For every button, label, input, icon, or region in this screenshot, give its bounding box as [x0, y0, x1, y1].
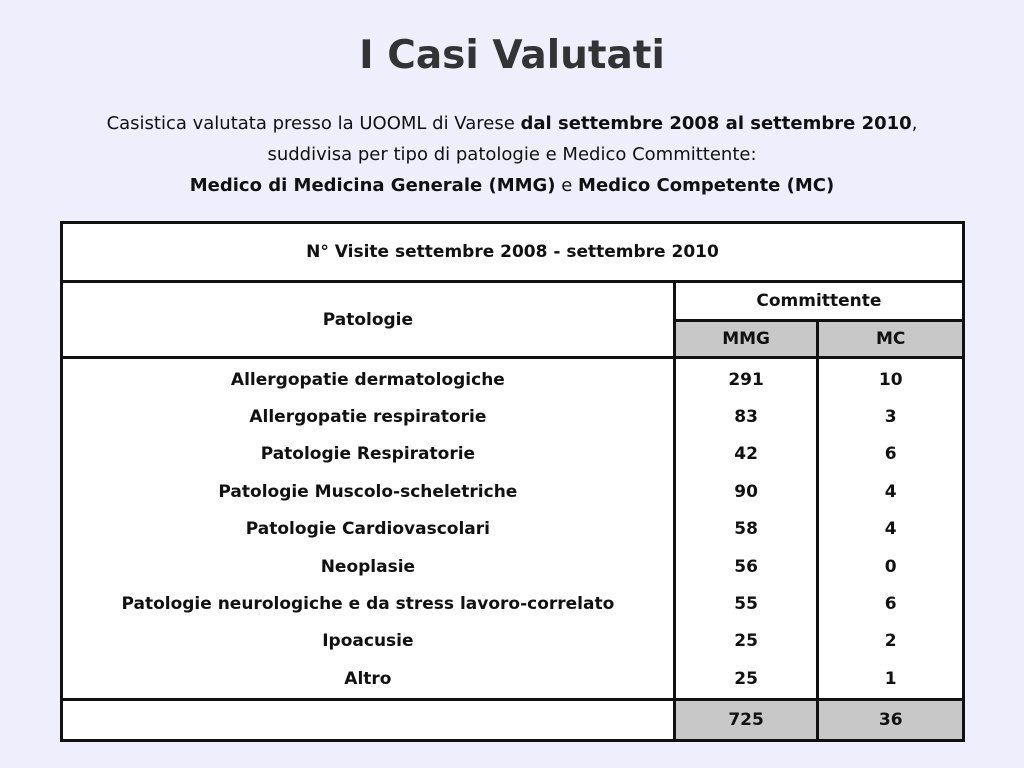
column-header-mc: MC	[818, 321, 964, 358]
cell-mmg: 83	[674, 398, 818, 435]
column-header-committente: Committente	[674, 282, 963, 321]
table-row	[62, 585, 964, 622]
cell-patologia: Patologie Cardiovascolari	[62, 511, 675, 548]
total-mc: 36	[818, 699, 964, 740]
cell-patologia: Patologie Respiratorie	[62, 436, 675, 473]
table-row	[62, 623, 964, 660]
page-title: I Casi Valutati	[359, 33, 665, 78]
table-row	[62, 660, 964, 699]
table-row	[62, 358, 964, 399]
cell-mc: 2	[818, 623, 964, 660]
visite-table	[60, 221, 965, 742]
cell-mc: 6	[818, 436, 964, 473]
cell-patologia: Neoplasie	[62, 548, 675, 585]
table-row	[62, 398, 964, 435]
table-row	[62, 511, 964, 548]
table-row	[62, 473, 964, 510]
intro-line-1-end: ,	[911, 113, 918, 134]
cell-patologia: Allergopatie respiratorie	[62, 398, 675, 435]
intro-line-3	[0, 174, 1024, 198]
cell-mc: 3	[818, 398, 964, 435]
cell-mc: 4	[818, 511, 964, 548]
total-mmg: 725	[674, 699, 818, 740]
table-header-row	[62, 282, 964, 321]
table-title-row	[62, 223, 964, 282]
total-label-cell	[62, 699, 675, 740]
intro-mmg: Medico di Medicina Generale (MMG)	[189, 175, 556, 196]
intro-conjunction: e	[555, 175, 579, 196]
cell-mc: 1	[818, 660, 964, 699]
cell-mmg: 56	[674, 548, 818, 585]
intro-line-2: suddivisa per tipo di patologie e Medico Committente:	[267, 144, 757, 165]
cell-patologia: Ipoacusie	[62, 623, 675, 660]
cell-mmg: 291	[674, 358, 818, 399]
table-row	[62, 436, 964, 473]
table-total-row	[62, 699, 964, 740]
intro-line-1	[0, 112, 1024, 136]
cell-patologia: Patologie Muscolo-scheletriche	[62, 473, 675, 510]
cell-patologia: Altro	[62, 660, 675, 699]
table-row	[62, 548, 964, 585]
cell-mmg: 42	[674, 436, 818, 473]
cell-mc: 10	[818, 358, 964, 399]
cell-mc: 4	[818, 473, 964, 510]
intro-line-1-text: Casistica valutata presso la UOOML di Varese	[106, 113, 521, 134]
column-header-patologie: Patologie	[62, 282, 675, 358]
intro-period: dal settembre 2008 al settembre 2010	[520, 113, 912, 134]
table-body	[62, 358, 964, 700]
cell-mmg: 58	[674, 511, 818, 548]
cell-patologia: Allergopatie dermatologiche	[62, 358, 675, 399]
cell-patologia: Patologie neurologiche e da stress lavoro-correlato	[62, 585, 675, 622]
cell-mc: 6	[818, 585, 964, 622]
table-title: N° Visite settembre 2008 - settembre 2010	[62, 223, 964, 282]
cell-mmg: 90	[674, 473, 818, 510]
cell-mmg: 25	[674, 623, 818, 660]
cell-mc: 0	[818, 548, 964, 585]
column-header-mmg: MMG	[674, 321, 818, 358]
cell-mmg: 25	[674, 660, 818, 699]
cell-mmg: 55	[674, 585, 818, 622]
intro-mc: Medico Competente (MC)	[578, 175, 835, 196]
